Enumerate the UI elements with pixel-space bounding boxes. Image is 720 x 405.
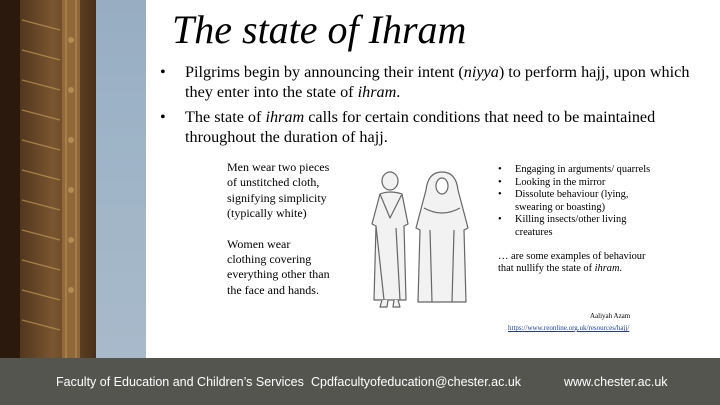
bullet-glyph: • [160, 108, 166, 126]
author-credit: Aaliyah Azam [590, 312, 631, 320]
source-link[interactable]: https://www.reonline.org.uk/resources/hajj/ [508, 324, 630, 332]
clothing-description [227, 160, 332, 298]
footer-email[interactable]: Cpdfacultyofeducation@chester.ac.uk [311, 375, 522, 389]
list-item: • Dissolute behaviour (lying, swearing or boasting) [498, 189, 629, 213]
bullet-item: • Pilgrims begin by announcing their intent (niyya) to perform hajj, upon which they enter into the state of ihram. [160, 63, 690, 101]
bullet-item: • The state of ihram calls for certain conditions that need to be maintained throughout the duration of hajj. [160, 108, 656, 146]
nullify-list-panel [498, 164, 658, 276]
footer-bar [0, 358, 720, 405]
footer-faculty: Faculty of Education and Children’s Services [56, 375, 304, 389]
women-clothing-text: Women wear clothing covering everything other than the face and hands. [227, 236, 330, 297]
main-bullets [160, 62, 710, 152]
bullet-glyph: • [160, 63, 166, 81]
nullify-list [498, 164, 658, 240]
list-item: • Engaging in arguments/ quarrels [498, 164, 651, 175]
nullify-note: … are some examples of behaviour that nullify the state of ihram. [498, 250, 646, 275]
list-item: • Looking in the mirror [498, 176, 606, 188]
ornate-column-photo [0, 0, 146, 358]
footer-website[interactable]: www.chester.ac.uk [564, 375, 668, 389]
slide-title: The state of Ihram [172, 7, 467, 52]
pilgrims-illustration [360, 168, 472, 312]
list-item: • Killing insects/other living creatures [498, 214, 627, 238]
men-clothing-text: Men wear two pieces of unstitched cloth, signifying simplicity (typically white) [227, 160, 330, 221]
